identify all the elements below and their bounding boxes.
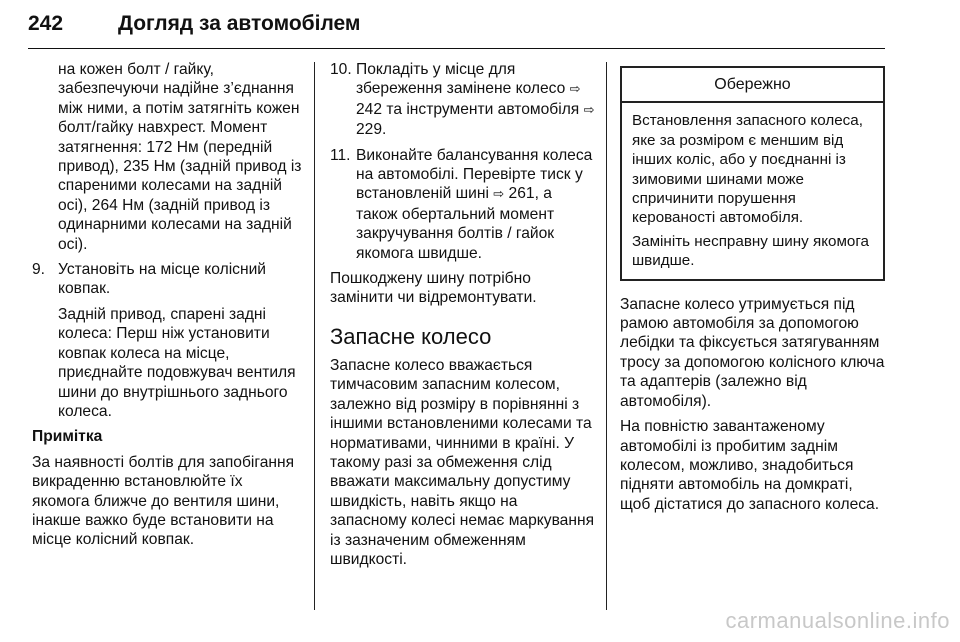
step-10-text-c: . (382, 121, 387, 139)
column-divider-2 (606, 62, 607, 610)
column-right (620, 66, 885, 520)
step-10-number: 10. (330, 61, 352, 78)
warning-text-2: Замініть несправну шину якомога швидше. (632, 232, 869, 270)
note-text: За наявності болтів для запобігання викраденню встановлюйте їх якомога ближче до вентиля шини, інакше важко буде встановити на місце колісний ковпак. (32, 453, 295, 549)
column-middle (330, 60, 595, 575)
page-ref-arrow-icon: ⇨ (569, 82, 581, 98)
page-ref-arrow-icon: ⇨ (583, 102, 595, 118)
step-10 (330, 60, 595, 140)
page-header (28, 0, 888, 50)
section-heading: Запасне колесо (330, 323, 492, 349)
step-11-text-a: Виконайте балансування колеса на автомобілі. Перевірте тиск у встановленій шині (356, 146, 593, 203)
watermark: carmanualsonline.info (725, 608, 950, 633)
page-ref-arrow-icon: ⇨ (493, 187, 505, 203)
column-left (32, 60, 304, 556)
step8-continuation: на кожен болт / гайку, забезпечуючи надійне з’єднання між ними, а потім затягніть кожен болт/гайку навхрест. Момент затягнення: 172 Нм (передній привод), 235 Нм (задній привод із спареними колесами на задній осі), 264 Нм (задній привод із одинарними колесами на задній осі). (58, 61, 302, 253)
step-9-subtext: Задній привод, спарені задні колеса: Перш ніж установити ковпак колеса на місце, приєднайте подовжувач вентиля шини до внутрішнього заднього колеса. (58, 305, 296, 420)
warning-box (620, 66, 885, 281)
spare-wheel-paragraph: Запасне колесо вважається тимчасовим запасним колесом, залежно від розміру в порівнянні з іншими встановленими колесами та нормативами, чинними в країні. У такому разі за обмеження слід вважати максимальну допустиму швидкість, навіть якщо на запасному колесі немає маркування із зазначеним обмеженням швидкості. (330, 356, 595, 568)
page-ref-link[interactable]: 229 (356, 121, 383, 139)
warning-title: Обережно (622, 68, 883, 103)
step-9-number: 9. (32, 261, 46, 279)
damaged-tyre-paragraph: Пошкоджену шину потрібно замінити чи відремонтувати. (330, 270, 537, 307)
loaded-vehicle-paragraph: На повністю завантаженому автомобілі із пробитим заднім колесом, можливо, знадобиться підняти автомобіль на домкраті, щоб дістатися до запасного колеса. (620, 418, 880, 513)
warning-body (622, 103, 883, 278)
step-10-text-b: та інструменти автомобіля (382, 100, 584, 118)
column-divider-1 (314, 62, 315, 610)
page-ref-link[interactable]: 242 (356, 100, 383, 118)
page-title: Догляд за автомобілем (118, 12, 361, 35)
step-10-text-a: Покладіть у місце для збереження замінене колесо (356, 61, 570, 98)
note-title: Примітка (32, 428, 103, 446)
header-rule (28, 48, 885, 49)
step-11 (330, 146, 595, 263)
spare-mount-paragraph: Запасне колесо утримується під рамою автомобіля за допомогою лебідки та фіксується затягуванням тросу за допомогою колісного ключа та адаптерів (залежно від автомобіля). (620, 295, 885, 410)
page-ref-link[interactable]: 261 (508, 185, 535, 203)
step-11-text-b: , а також обертальний момент закручування болтів / гайок якомога швидше. (356, 185, 555, 262)
step-9-text: Установіть на місце колісний ковпак. (58, 261, 267, 298)
page-number: 242 (28, 12, 64, 35)
step-11-number: 11. (330, 146, 351, 164)
step-9 (32, 260, 304, 299)
warning-text-1: Встановлення запасного колеса, яке за розміром є меншим від інших коліс, або у поєднанні із зимовими шинами може спричинити порушення керованості автомобіля. (632, 112, 863, 227)
